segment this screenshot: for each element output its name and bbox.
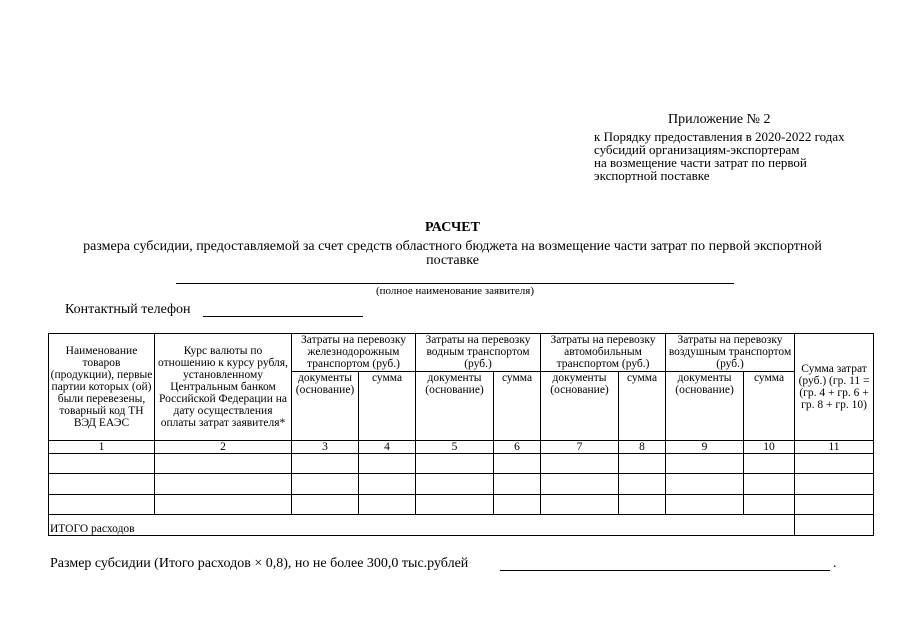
applicant-name-caption: (полное наименование заявителя) — [375, 285, 535, 297]
table-cell — [359, 495, 416, 515]
header-rail-documents: документы (основание) — [292, 372, 359, 441]
table-cell — [666, 474, 744, 495]
header-road-sum: сумма — [619, 372, 666, 441]
table-cell — [292, 474, 359, 495]
header-currency-rate: Курс валюты по отношению к курсу рубля, установленному Центральным банком Российской Федерации на дату осуществления оплаты затрат заявителя* — [155, 334, 292, 441]
table-cell — [795, 495, 874, 515]
appendix-reference — [594, 130, 894, 182]
header-air-sum: сумма — [744, 372, 795, 441]
column-number: 2 — [155, 441, 292, 454]
table-cell — [744, 495, 795, 515]
column-number: 6 — [494, 441, 541, 454]
header-goods: Наименование товаров (продукции), первые партии которых (ой) были перевезены, товарный код ТН ВЭД ЕАЭС — [49, 334, 155, 441]
applicant-name-line — [176, 283, 734, 284]
table-cell — [292, 495, 359, 515]
total-value-cell — [795, 515, 874, 536]
table-cell — [666, 495, 744, 515]
table-cell — [49, 474, 155, 495]
table-cell — [541, 495, 619, 515]
appendix-number: Приложение № 2 — [668, 112, 771, 127]
column-number: 5 — [416, 441, 494, 454]
table-cell — [619, 454, 666, 474]
calculation-table — [48, 333, 874, 536]
table-cell — [416, 495, 494, 515]
column-number: 7 — [541, 441, 619, 454]
table-cell — [292, 454, 359, 474]
column-number: 4 — [359, 441, 416, 454]
appendix-reference-line: к Порядку предоставления в 2020-2022 годах — [594, 129, 845, 144]
table-cell — [795, 474, 874, 495]
appendix-reference-line: на возмещение части затрат по первой — [594, 155, 807, 170]
table-cell — [49, 495, 155, 515]
header-road-documents: документы (основание) — [541, 372, 619, 441]
subsidy-size-period: . — [833, 556, 837, 571]
header-road-costs: Затраты на перевозку автомобильным транспортом (руб.) — [541, 334, 666, 372]
table-cell — [666, 454, 744, 474]
table-cell — [744, 454, 795, 474]
header-total-sum: Сумма затрат (руб.) (гр. 11 = (гр. 4 + гр. 6 + гр. 8 + гр. 10) — [795, 334, 874, 441]
header-rail-sum: сумма — [359, 372, 416, 441]
table-cell — [619, 495, 666, 515]
column-number: 10 — [744, 441, 795, 454]
subsidy-size-text: Размер субсидии (Итого расходов × 0,8), но не более 300,0 тыс.рублей — [50, 556, 469, 571]
table-cell — [541, 474, 619, 495]
header-water-documents: документы (основание) — [416, 372, 494, 441]
table-cell — [744, 474, 795, 495]
table-cell — [416, 454, 494, 474]
table-cell — [155, 474, 292, 495]
table-cell — [795, 454, 874, 474]
table-cell — [494, 474, 541, 495]
table-row — [49, 495, 874, 515]
table-cell — [619, 474, 666, 495]
header-water-sum: сумма — [494, 372, 541, 441]
table-cell — [494, 495, 541, 515]
phone-label: Контактный телефон — [65, 302, 191, 317]
table-cell — [155, 495, 292, 515]
table-cell — [155, 454, 292, 474]
header-water-costs: Затраты на перевозку водным транспортом (руб.) — [416, 334, 541, 372]
table-cell — [49, 454, 155, 474]
header-air-costs: Затраты на перевозку воздушным транспортом (руб.) — [666, 334, 795, 372]
appendix-reference-line: субсидий организациям-экспортерам — [594, 142, 800, 157]
document-title: РАСЧЕТ — [425, 220, 480, 235]
column-number: 9 — [666, 441, 744, 454]
table-row — [49, 474, 874, 495]
subsidy-size-blank-line — [500, 570, 830, 571]
total-row — [49, 515, 874, 536]
header-air-documents: документы (основание) — [666, 372, 744, 441]
table-cell — [416, 474, 494, 495]
table-row — [49, 454, 874, 474]
table-cell — [541, 454, 619, 474]
header-rail-costs: Затраты на перевозку железнодорожным транспортом (руб.) — [292, 334, 416, 372]
column-number: 8 — [619, 441, 666, 454]
document-subtitle: размера субсидии, предоставляемой за счет средств областного бюджета на возмещение части затрат по первой экспортной поставке — [83, 239, 822, 268]
total-label: ИТОГО расходов — [49, 515, 795, 536]
phone-blank-line — [203, 316, 363, 317]
appendix-reference-line: экспортной поставке — [594, 168, 710, 183]
table-cell — [359, 454, 416, 474]
column-number: 3 — [292, 441, 359, 454]
table-cell — [494, 454, 541, 474]
column-number: 1 — [49, 441, 155, 454]
column-number: 11 — [795, 441, 874, 454]
table-cell — [359, 474, 416, 495]
